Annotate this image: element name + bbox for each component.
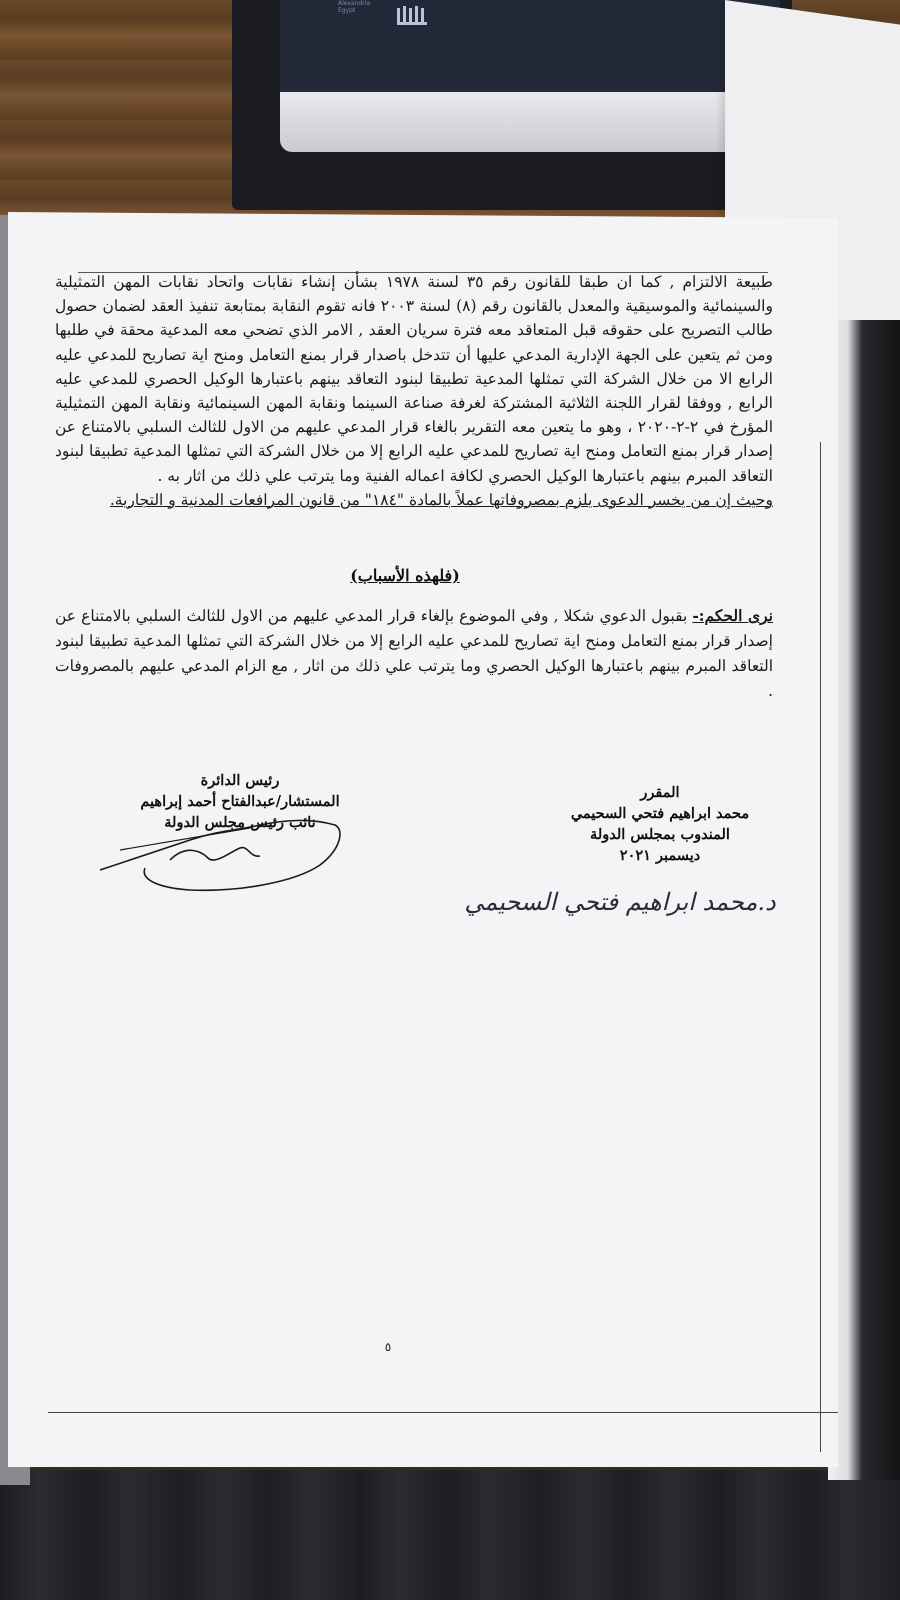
rapporteur-name: محمد ابراهيم فتحي السحيمي	[570, 805, 750, 822]
page-number: ٥	[384, 1340, 392, 1354]
table-edge	[0, 1470, 900, 1600]
costs-paragraph: وحيث إن من يخسر الدعوى يلزم بمصروفاتها عملاً بالمادة "١٨٤" من قانون المرافعات المدنية و التجارية.	[109, 490, 773, 509]
document-body	[55, 270, 773, 512]
rapporteur-handwritten-signature: د.محمد ابراهيم فتحي السحيمي	[464, 888, 776, 916]
verdict-paragraph	[55, 603, 773, 704]
page-frame-right	[820, 442, 821, 1452]
page-frame-bottom	[48, 1412, 848, 1413]
notebook-pages	[280, 92, 760, 152]
rapporteur-signature-block	[555, 782, 765, 866]
rapporteur-position: المندوب بمجلس الدولة	[590, 826, 730, 843]
notebook-logo-icon	[395, 4, 435, 28]
verdict-text: بقبول الدعوي شكلا , وفي الموضوع بإلغاء قرار المدعي عليهم من الاول للثالث السلبي بالامتناع عن إصدار قرار بمنع التعامل ومنح اية تصاريح للمدعي عليه الرابع إلا من خلال الشركة التي تمثلها المدعية تطبيقا لبنود التعاقد المبرم بينهم باعتبارها الوكيل الحصري وما يترتب علي ذلك من اثار , مع الزام المدعي عليهم بالمصروفات .	[55, 607, 773, 700]
reasons-heading: (فلهذه الأسباب)	[350, 566, 460, 585]
head-handwritten-signature-icon	[90, 790, 350, 900]
rapporteur-title: المقرر	[640, 784, 680, 801]
head-name: المستشار/عبدالفتاح أحمد إبراهيم	[140, 793, 340, 810]
notebook-imprint-text: Alexandria Egypt	[338, 0, 371, 14]
head-position: نائب رئيس مجلس الدولة	[164, 814, 316, 831]
verdict-label: نرى الحكم:-	[692, 606, 773, 625]
body-paragraph: طبيعة الالتزام , كما ان طبقا للقانون رقم ٣٥ لسنة ١٩٧٨ بشأن إنشاء نقابات واتحاد نقابات المهن التمثيلية والسينمائية والموسيقية والمعدل بالقانون رقم (٨) لسنة ٢٠٠٣ فانه تقوم النقابة بمتابعة تنفيذ العقد لضمان حصول طالب التصريح على حقوقه قبل المتعاقد معه فترة سريان العقد , الامر الذي تضحي معه المدعية محقة في طلبها ومن ثم يتعين على الجهة الإدارية المدعي عليها أن تتدخل باصدار قرار بمنع التعامل ومنح اية تصاريح للمدعي عليه الرابع الا من خلال الشركة التي تمثلها المدعية تطبيقا لبنود التعاقد بينهم باعتبارها الوكيل الحصري للمدعي عليه الرابع , ووفقا لقرار اللجنة الثلاثية المشتركة لغرفة صناعة السينما ونقابة المهن السينمائية ونقابة المهن التمثيلية المؤرخ في ٢-٢-٢٠٢٠ ، وهو ما يتعين معه التقرير بالغاء قرار المدعي عليهم من الاول للثالث السلبي بالامتناع عن إصدار قرار بمنع التعامل ومنح اية تصاريح للمدعي عليه الرابع إلا من خلال الشركة التي تمثلها المدعية تطبيقا لبنود التعاقد المبرم بينهم باعتبارها الوكيل الحصري لكافة اعماله الفنية وما يترتب علي ذلك من اثار به .	[55, 273, 774, 485]
document-date: ديسمبر ٢٠٢١	[619, 847, 701, 864]
head-title: رئيس الدائرة	[200, 772, 280, 789]
right-paper-stack	[828, 320, 900, 1480]
